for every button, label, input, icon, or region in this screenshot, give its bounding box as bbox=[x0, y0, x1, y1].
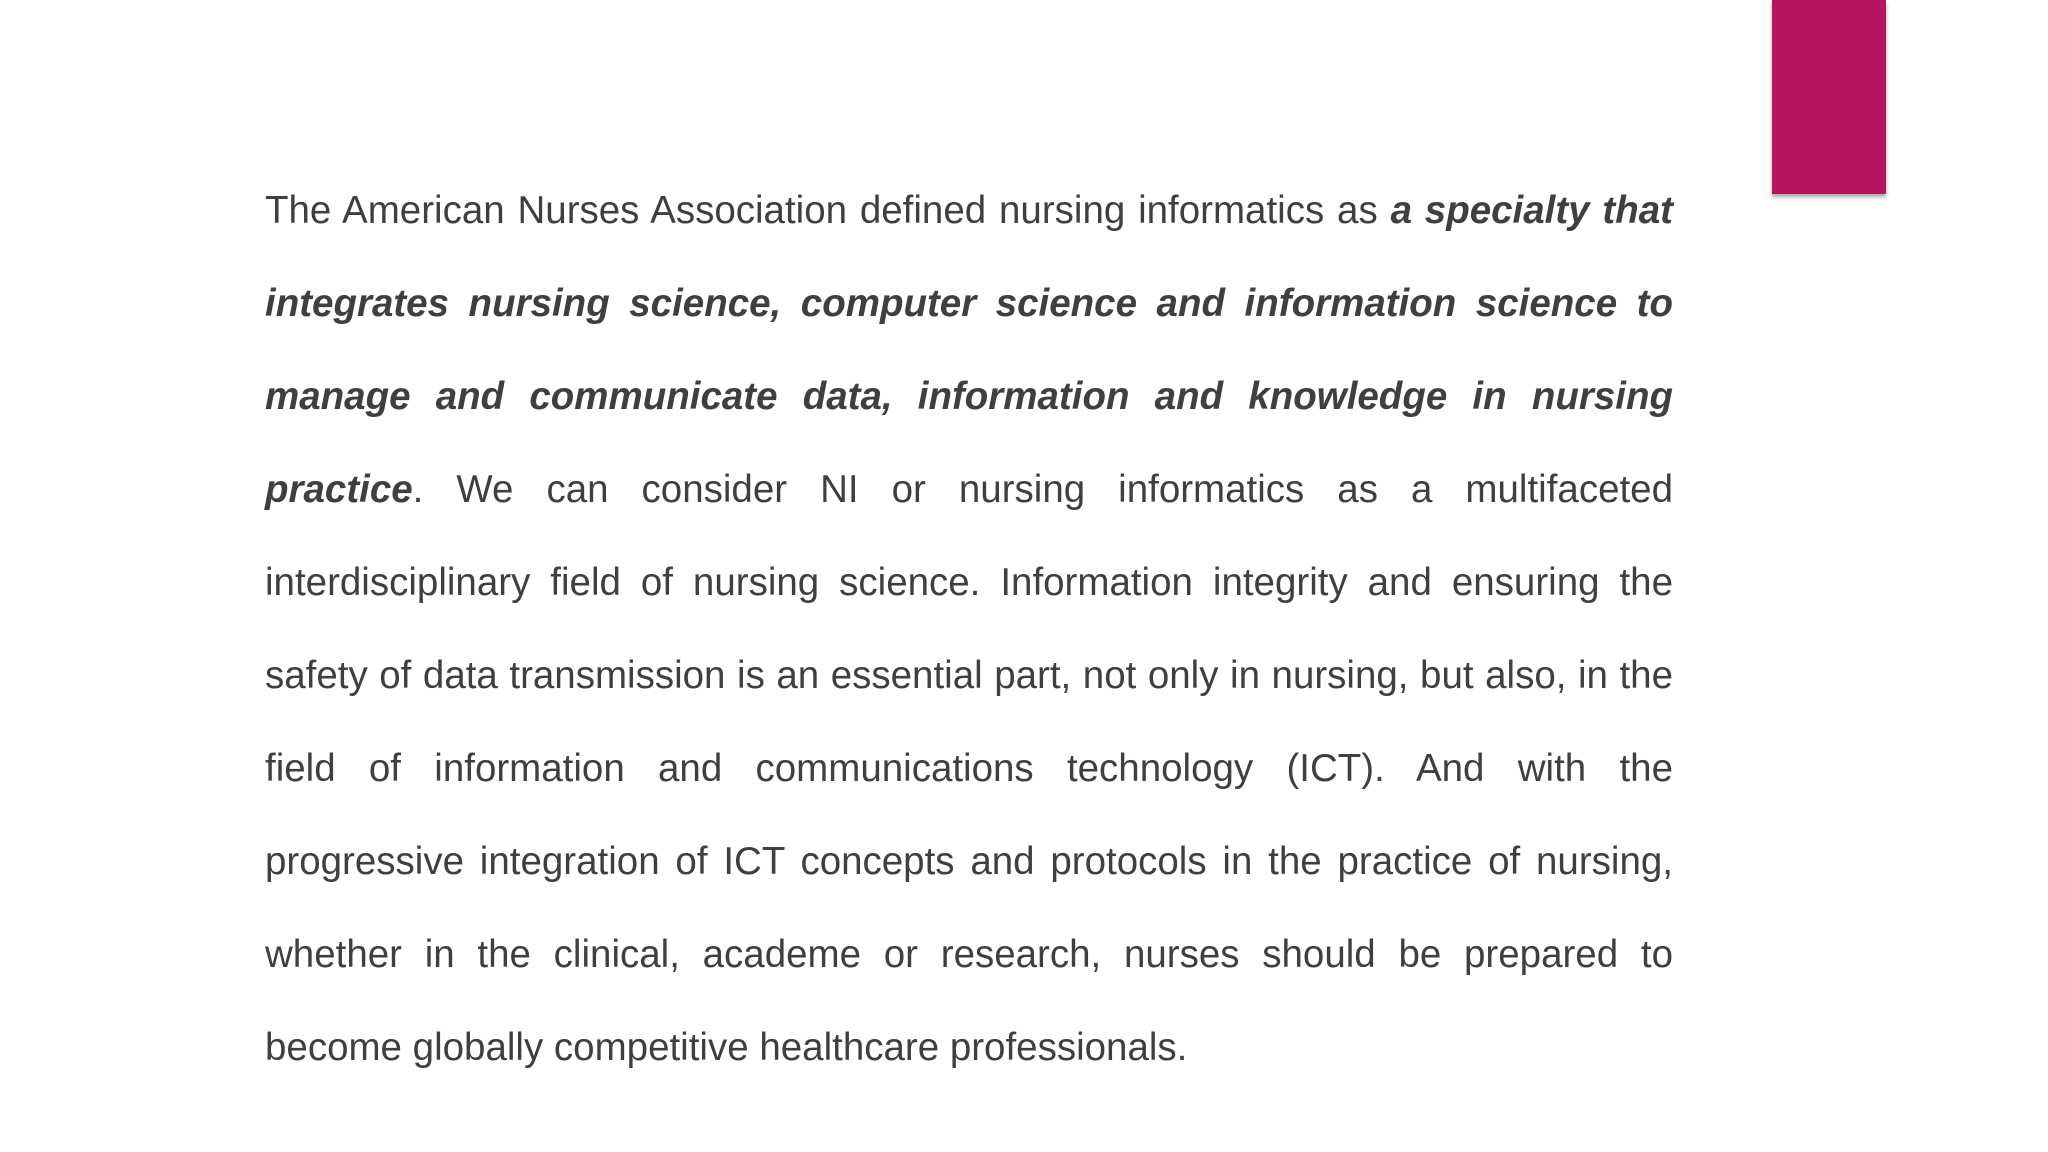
accent-bar bbox=[1772, 0, 1886, 194]
paragraph-intro: The American Nurses Association defined nursing informatics as bbox=[265, 189, 1378, 232]
paragraph-rest: . We can consider NI or nursing informatics as a multifaceted interdisciplinary field of nursing science. Information integrity and ensuring the safety of data transmission is an essential part, not only in nursing, but also, in the field of information and communications technology (ICT). And with the progressive integration of ICT concepts and protocols in the practice of nursing, whether in the clinical, academe or research, nurses should be prepared to become globally competitive healthcare professionals. bbox=[265, 468, 1673, 1069]
body-paragraph bbox=[265, 164, 1673, 1094]
definition-emphasis: a specialty that integrates nursing science, computer science and information science to manage and communicate data, information and knowledge in nursing practice bbox=[265, 189, 1673, 511]
